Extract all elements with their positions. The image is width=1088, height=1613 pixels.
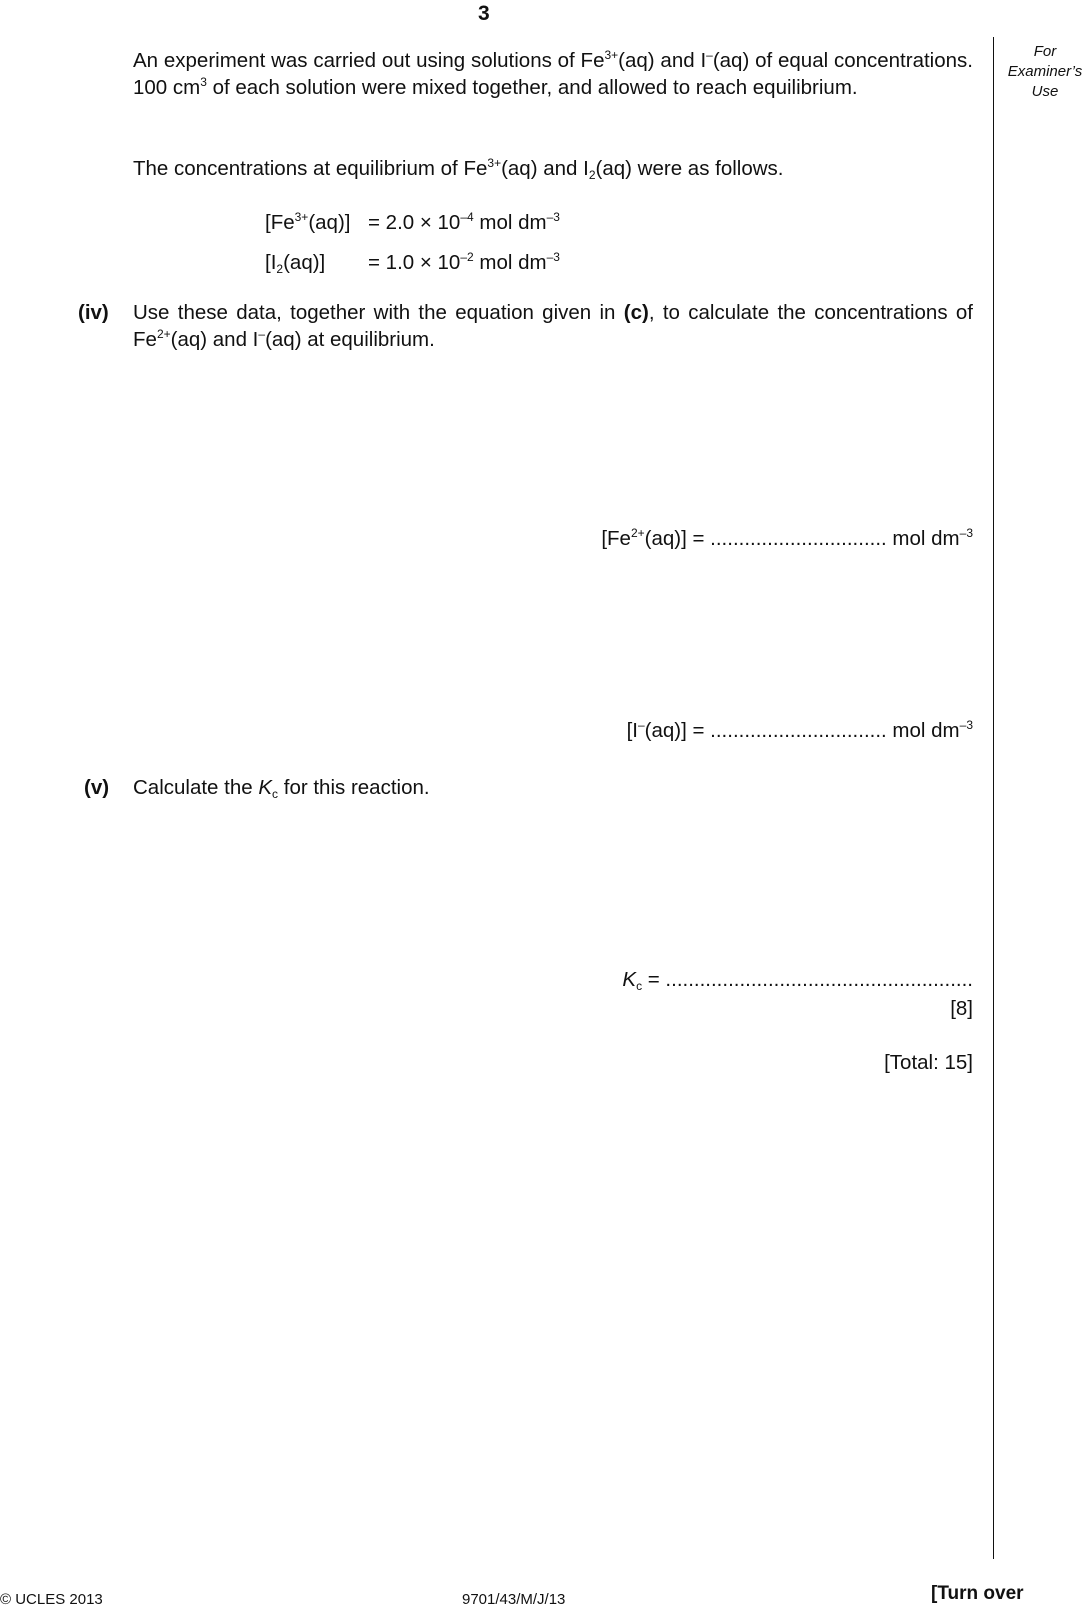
- eq-text: [I: [265, 251, 277, 274]
- intro-text: An experiment was carried out using solutions of Fe: [133, 49, 605, 72]
- intro-text: (aq) were as follows.: [595, 157, 784, 180]
- intro-text: (aq) and I: [618, 49, 707, 72]
- question-iv-label: (iv): [78, 301, 109, 324]
- question-text: (aq) at equilibrium.: [265, 328, 435, 351]
- superscript: –3: [959, 526, 973, 540]
- superscript: –: [706, 48, 713, 62]
- total-marks-label: [Total: 15]: [884, 1051, 973, 1074]
- examiner-line-1: For: [1033, 43, 1057, 60]
- superscript: –4: [460, 210, 474, 224]
- superscript: 3+: [604, 48, 619, 62]
- answer-text: [Fe: [601, 527, 631, 550]
- question-text: for this reaction.: [278, 776, 430, 799]
- eq-text: (aq)]: [308, 211, 351, 234]
- superscript: 2+: [630, 526, 645, 540]
- superscript: –3: [959, 718, 973, 732]
- page-number: 3: [478, 2, 490, 25]
- superscript: 3: [200, 75, 207, 89]
- answer-text: = ......................................................: [642, 968, 973, 991]
- examiner-use-label: [1000, 42, 1088, 102]
- question-iv-text: [133, 299, 973, 353]
- subscript: 2: [276, 262, 284, 276]
- answer-text: (aq)] = ............................... mol dm: [644, 719, 960, 742]
- intro-paragraph: [133, 47, 973, 101]
- fe3-concentration-value: [368, 209, 560, 236]
- kc-symbol: K: [622, 968, 637, 991]
- answer-text: [I: [626, 719, 638, 742]
- kc-answer-line[interactable]: [622, 966, 973, 993]
- question-ref: (c): [623, 301, 649, 324]
- subscript: 2: [588, 168, 596, 182]
- question-v-label: (v): [84, 776, 110, 799]
- superscript: –: [637, 718, 645, 732]
- marks-label: [8]: [950, 997, 973, 1020]
- margin-rule: [993, 37, 994, 1559]
- superscript: 2+: [156, 327, 171, 341]
- footer-turn-over: [Turn over: [931, 1583, 1024, 1604]
- answer-text: (aq)] = ............................... mol dm: [644, 527, 960, 550]
- examiner-line-3: Use: [1031, 83, 1059, 100]
- subscript: c: [636, 979, 643, 993]
- question-text: , to calculate the concentrations of Fe: [133, 301, 973, 351]
- footer-paper-code: 9701/43/M/J/13: [462, 1591, 566, 1608]
- footer-copyright: © UCLES 2013: [0, 1591, 103, 1608]
- superscript: –: [258, 327, 266, 341]
- iodide-answer-line[interactable]: [627, 717, 973, 744]
- eq-text: mol dm: [473, 211, 547, 234]
- intro-text: (aq) of equal concentrations. 100 cm: [133, 49, 973, 99]
- intro-text: of each solution were mixed together, and allowed to reach equilibrium.: [206, 76, 858, 99]
- intro-text: The concentrations at equilibrium of Fe: [133, 157, 488, 180]
- eq-text: mol dm: [473, 251, 547, 274]
- superscript: 3+: [487, 156, 502, 170]
- eq-text: [Fe: [265, 211, 295, 234]
- examiner-line-2: Examiner’s: [1007, 63, 1083, 80]
- superscript: 3+: [294, 210, 309, 224]
- eq-text: = 2.0 × 10: [368, 211, 461, 234]
- concentrations-intro: [133, 155, 784, 182]
- eq-text: (aq)]: [283, 251, 326, 274]
- superscript: –3: [546, 210, 560, 224]
- superscript: –3: [546, 250, 560, 264]
- i2-concentration-value: [368, 249, 560, 276]
- kc-symbol: K: [258, 776, 273, 799]
- fe3-concentration-label: [265, 209, 350, 236]
- superscript: –2: [460, 250, 474, 264]
- intro-text: (aq) and I: [501, 157, 589, 180]
- question-text: Use these data, together with the equation given in: [133, 301, 624, 324]
- question-text: (aq) and I: [170, 328, 259, 351]
- subscript: c: [272, 787, 279, 801]
- i2-concentration-label: [265, 249, 325, 276]
- question-v-text: [133, 774, 430, 801]
- fe2-answer-line[interactable]: [601, 525, 973, 552]
- eq-text: = 1.0 × 10: [368, 251, 461, 274]
- question-text: Calculate the: [133, 776, 259, 799]
